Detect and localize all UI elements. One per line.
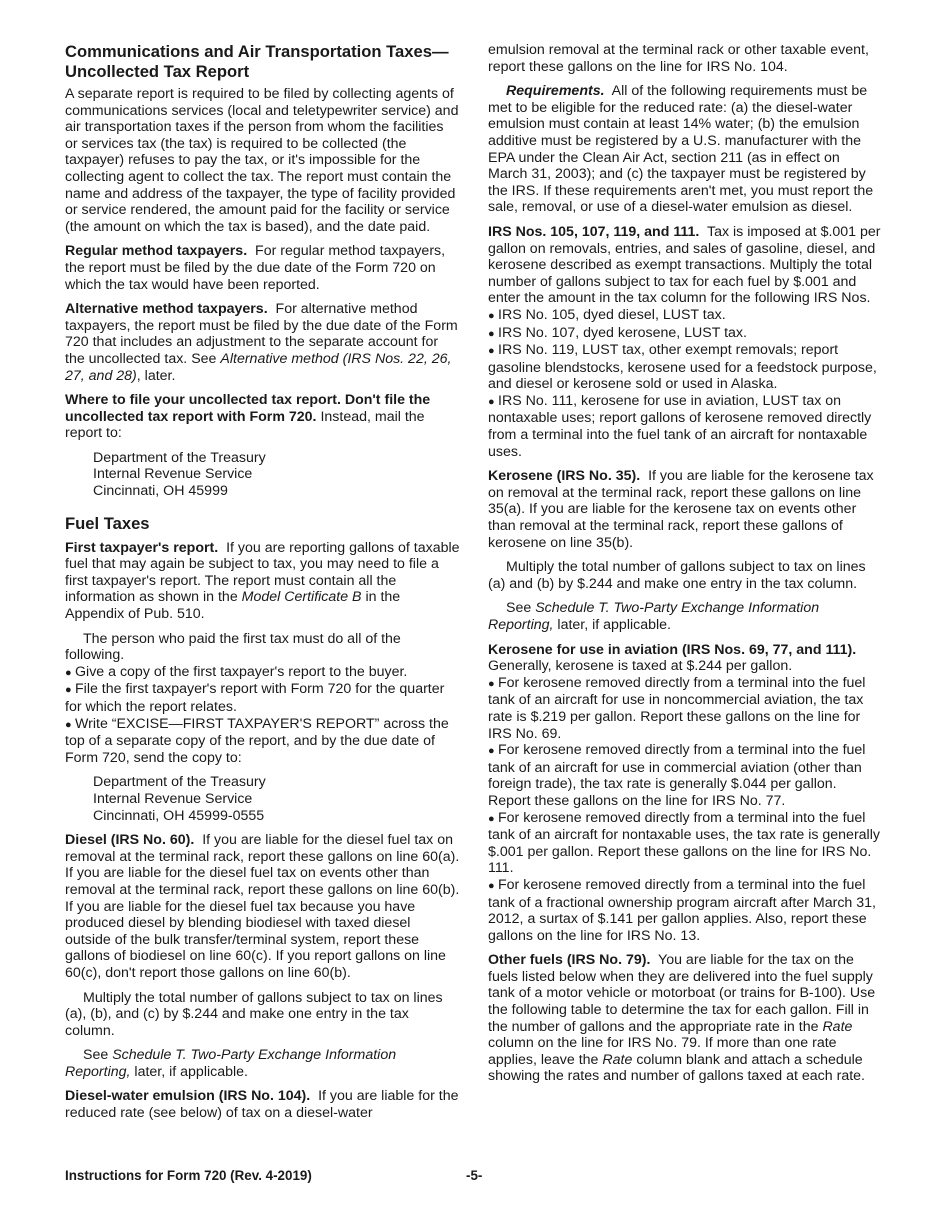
paragraph: Kerosene for use in aviation (IRS Nos. 69, 77, and 111). Generally, kerosene is taxed at $.244 per gallon. (488, 641, 857, 675)
list-item: ● IRS No. 105, dyed diesel, LUST tax. (488, 306, 726, 323)
bullet-list (488, 307, 883, 460)
paragraph: Diesel-water emulsion (IRS No. 104). If you are liable for the reduced rate (see below) of tax on a diesel-water (65, 1088, 459, 1122)
list-item: ● File the first taxpayer's report with Form 720 for the quarter for which the report relates. (65, 681, 445, 715)
section-title-fuel-taxes: Fuel Taxes (65, 513, 150, 533)
list-item: ● Write “EXCISE—FIRST TAXPAYER'S REPORT” across the top of a separate copy of the report, and by the due date of Form 720, send the copy to: (65, 715, 449, 766)
paragraph: IRS Nos. 105, 107, 119, and 111. Tax is imposed at $.001 per gallon on removals, entries, and sales of gasoline, diesel, and kerosene described as exempt transactions. Multiply the total number of gallons subject to tax for each fuel by $.001 and enter the amount in the tax column for the following IRS Nos. (488, 223, 881, 307)
paragraph: First taxpayer's report. If you are reporting gallons of taxable fuel that may again be subject to tax, you may need to file a first taxpayer's report. The report must contain all the information as shown in the Model Certificate B in the Appendix of Pub. 510. (65, 539, 460, 623)
paragraph: See Schedule T. Two-Party Exchange Information Reporting, later, if applicable. (65, 1047, 397, 1080)
address-block: Department of the Treasury Internal Revenue Service Cincinnati, OH 45999 (93, 449, 266, 500)
footer-form-title: Instructions for Form 720 (Rev. 4-2019) (65, 1168, 312, 1183)
paragraph: The person who paid the first tax must do all of the following. (65, 630, 401, 664)
paragraph: Alternative method taxpayers. For alternative method taxpayers, the report must be filed by the due date of the Form 720 that includes an adjustment to the separate account for the uncollected tax. See Alternative method (IRS Nos. 22, 26, 27, and 28), later. (65, 301, 458, 384)
list-item: ● IRS No. 119, LUST tax, other exempt removals; report gasoline blendstocks, kerosene used for a feedstock purpose, and diesel or kerosene sold or used in Alaska. (488, 342, 877, 393)
paragraph: emulsion removal at the terminal rack or other taxable event, report these gallons on the line for IRS No. 104. (488, 42, 869, 75)
paragraph: Requirements. All of the following requirements must be met to be eligible for the reduced rate: (a) the diesel-water emulsion must contain at least 14% water; (b) the emulsion additive must be registered by a U.S. manufacturer with the EPA under the Clean Air Act, section 211 (as in effect on March 31, 2003); and (c) the taxpayer must be registered by the IRS. If these requirements aren't met, you must report the sale, removal, or use of a diesel-water emulsion as diesel. (488, 83, 874, 216)
bullet-list (488, 675, 883, 945)
address-block: Department of the Treasury Internal Revenue Service Cincinnati, OH 45999-0555 (93, 774, 266, 824)
paragraph: Other fuels (IRS No. 79). You are liable for the tax on the fuels listed below when they are delivered into the fuel supply tank of a motor vehicle or motorboat (or trains for B-100). Use the following table to determine the tax for each gallon. Fill in the number of gallons and the appropriate rate in the Rate column on the line for IRS No. 79. If more than one rate applies, leave the Rate column blank and attach a schedule showing the rates and number of gallons taxed at each rate. (488, 952, 876, 1085)
paragraph: See Schedule T. Two-Party Exchange Information Reporting, later, if applicable. (488, 600, 820, 633)
paragraph: Multiply the total number of gallons subject to tax on lines (a) and (b) by $.244 and make one entry in the tax column. (488, 559, 866, 592)
paragraph: Regular method taxpayers. For regular method taxpayers, the report must be filed by the due date of the Form 720 on which the tax would have been reported. (65, 243, 446, 293)
list-item: ● For kerosene removed directly from a terminal into the fuel tank of an aircraft for use in noncommercial aviation, the tax rate is $.219 per gallon. Report these gallons on the line for IRS No. 69. (488, 674, 866, 742)
paragraph: Multiply the total number of gallons subject to tax on lines (a), (b), and (c) by $.244 and make one entry in the tax column. (65, 989, 443, 1039)
left-column (65, 42, 460, 1130)
list-item: ● IRS No. 111, kerosene for use in aviation, LUST tax on nontaxable uses; report gallons of kerosene removed directly from a terminal into the fuel tank of an aircraft for nontaxable uses. (488, 392, 872, 460)
paragraph: A separate report is required to be filed by collecting agents of communications services (local and teletypewriter service) and air transportation taxes if the person from whom the facilities or services tax (the tax) is required to be collected (the taxpayer) refuses to pay the tax, or it's impossible for the collecting agent to collect the tax. The report must contain the name and address of the taxpayer, the type of facility provided or service rendered, the amount paid for the facility or service (the amount on which the tax is based), and the date paid. (65, 86, 459, 235)
list-item: ● For kerosene removed directly from a terminal into the fuel tank of an aircraft for nontaxable uses, the tax rate is generally $.001 per gallon. Report these gallons on the line for IRS No. 111. (488, 809, 880, 877)
paragraph: Kerosene (IRS No. 35). If you are liable for the kerosene tax on removal at the terminal rack, report these gallons on line 35(a). If you are liable for the kerosene tax on events other than removal at the terminal rack, report these gallons of kerosene on line 35(b). (488, 468, 874, 551)
page-number: -5- (466, 1168, 483, 1183)
bullet-list (65, 664, 460, 767)
list-item: ● For kerosene removed directly from a terminal into the fuel tank of an aircraft for use in commercial aviation (other than foreign trade), the tax rate is generally $.044 per gallon. Report these gallons on the line for IRS No. 77. (488, 742, 866, 809)
paragraph: Where to file your uncollected tax report. Don't file the uncollected tax report with Form 720. Instead, mail the report to: (65, 392, 431, 442)
list-item: ● For kerosene removed directly from a terminal into the fuel tank of a fractional ownership program aircraft after March 31, 2012, a surtax of $.141 per gallon applies. Also, report these gallons on the line for IRS No. 13. (488, 876, 876, 944)
paragraph: Diesel (IRS No. 60). If you are liable for the diesel fuel tax on removal at the terminal rack, report these gallons on line 60(a). If you are liable for the diesel fuel tax on events other than removal at the terminal rack, report these gallons on line 60(b). If you are liable for the diesel fuel tax because you have produced diesel by blending biodiesel with taxed diesel outside of the bulk transfer/terminal system, report these gallons of biodiesel on line 60(c). If you report gallons on line 60(c), don't report those gallons on line 60(b). (65, 832, 460, 981)
list-item: ● Give a copy of the first taxpayer's report to the buyer. (65, 663, 408, 680)
section-title-communications: Communications and Air Transportation Taxes—Uncollected Tax Report (65, 42, 449, 81)
right-column (488, 42, 883, 1093)
list-item: ● IRS No. 107, dyed kerosene, LUST tax. (488, 324, 747, 341)
